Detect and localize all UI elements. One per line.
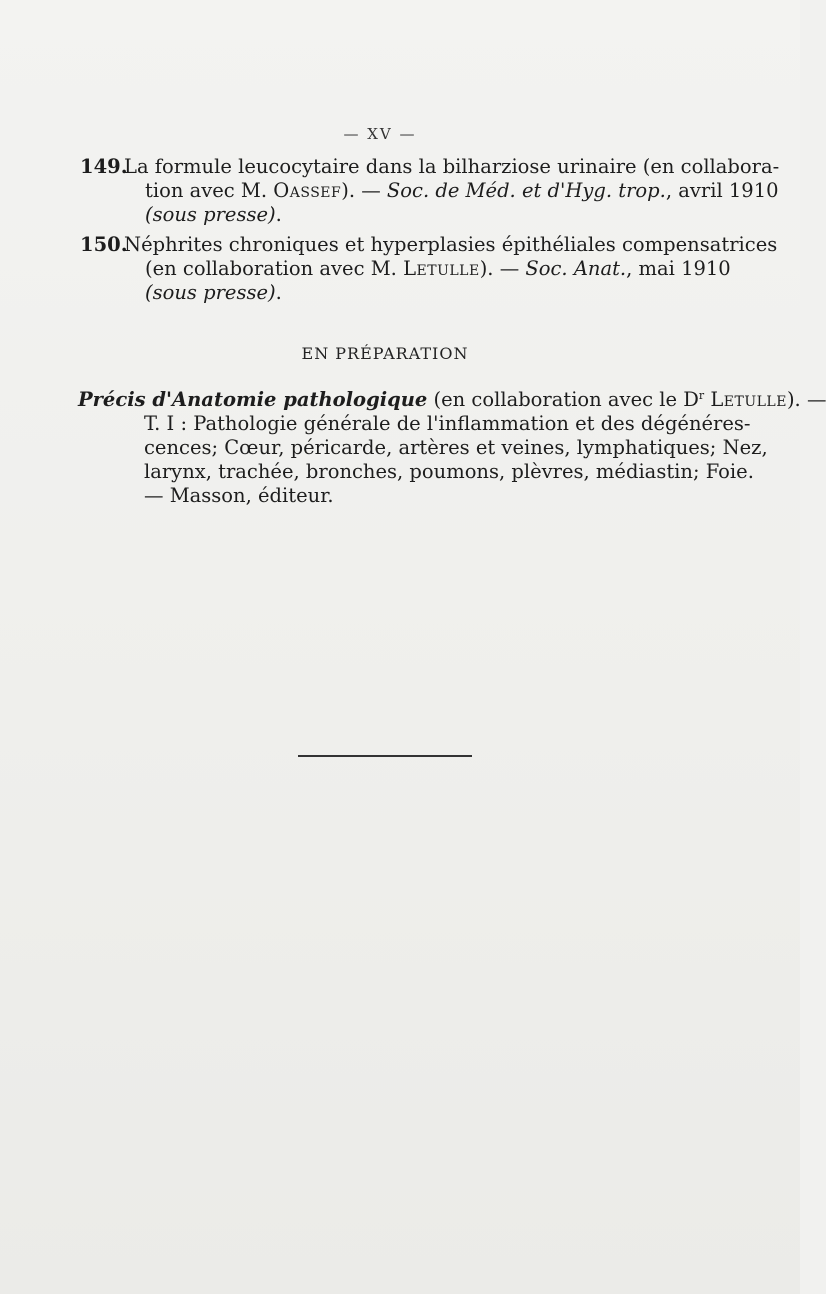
entry-number: 150.	[80, 233, 128, 256]
precis-entry	[78, 384, 826, 508]
book-title: Précis d'Anatomie pathologique	[78, 388, 428, 411]
journal-name: Soc. Anat.	[525, 257, 627, 280]
entry-number: 149.	[80, 155, 128, 178]
page-number: — XV —	[343, 125, 417, 143]
bibliography-entry-149	[80, 155, 780, 227]
entry-line: tion avec M. Oassef). — Soc. de Méd. et d'Hyg. trop., avril 1910	[145, 179, 779, 202]
precis-line: cences; Cœur, péricarde, artères et veines, lymphatiques; Nez,	[144, 436, 768, 459]
entry-line: La formule leucocytaire dans la bilharziose urinaire (en collabora-	[124, 155, 780, 178]
entry-line: (sous presse).	[145, 281, 282, 304]
precis-line: Précis d'Anatomie pathologique (en collaboration avec le $D^r$ Letulle). —	[78, 388, 826, 411]
precis-line: T. I : Pathologie générale de l'inflammation et des dégénéres-	[144, 412, 751, 435]
section-heading: EN PRÉPARATION	[301, 344, 469, 363]
precis-line: — Masson, éditeur.	[144, 484, 334, 507]
precis-line: larynx, trachée, bronches, poumons, plèvres, médiastin; Foie.	[144, 460, 754, 483]
journal-name: Soc. de Méd. et d'Hyg. trop.	[386, 179, 666, 202]
author-name: Oassef	[273, 179, 342, 202]
publication-status: (sous presse)	[145, 281, 276, 304]
author-name: Letulle	[710, 388, 787, 411]
horizontal-rule	[298, 755, 472, 757]
publication-status: (sous presse)	[145, 203, 276, 226]
entry-line: (en collaboration avec M. Letulle). — Soc. Anat., mai 1910	[145, 257, 731, 280]
entry-line: (sous presse).	[145, 203, 282, 226]
bibliography-entry-150	[80, 233, 778, 305]
author-name: Letulle	[403, 257, 480, 280]
entry-line: Néphrites chroniques et hyperplasies épithéliales compensatrices	[124, 233, 778, 256]
